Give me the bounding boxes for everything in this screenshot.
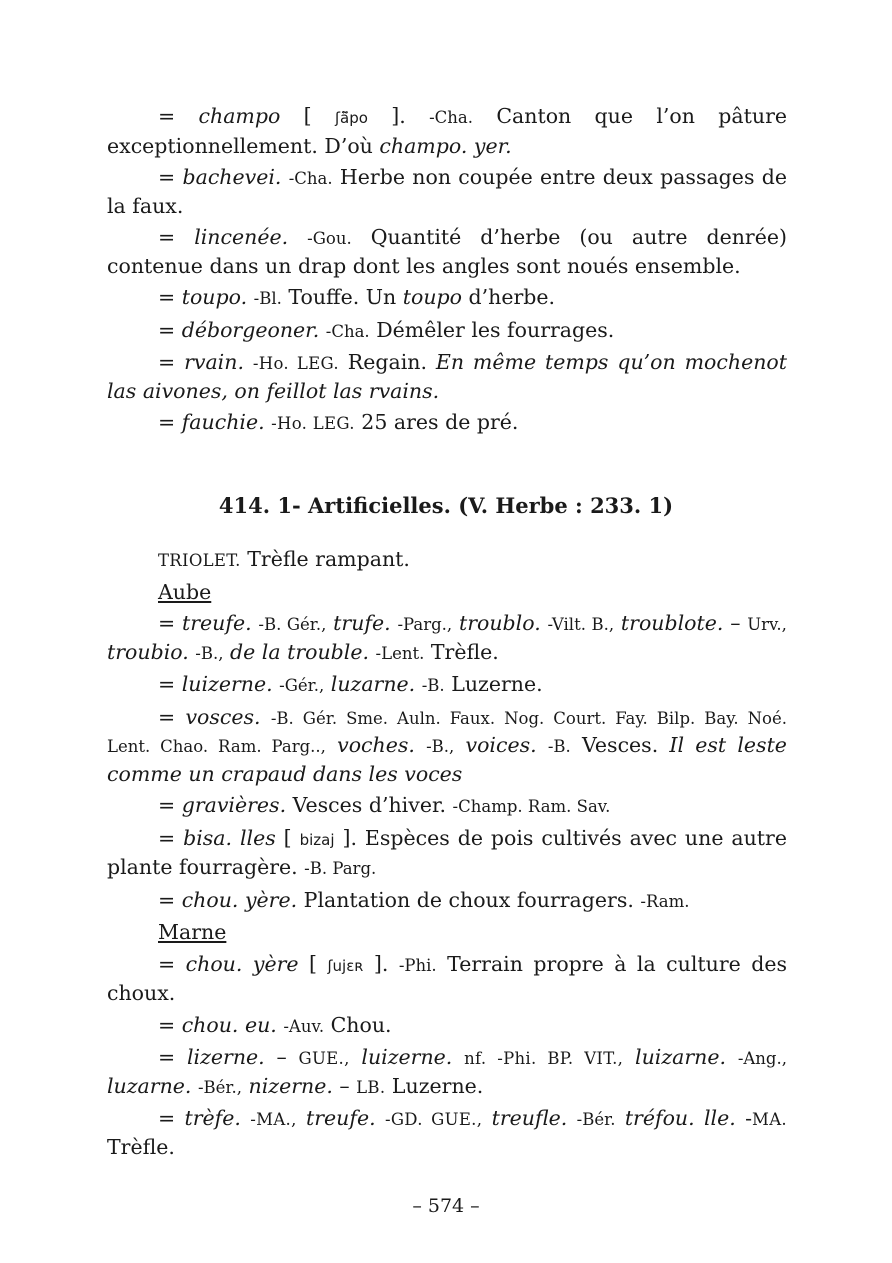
section-title: 414. 1- Artificielles. (V. Herbe : 233. 1) [218, 493, 674, 518]
page-number: – 574 – [412, 1195, 480, 1217]
entry-treufe: = treufe. -B. Gér., trufe. -Parg., troublo. -Vilt. B., troublote. – Urv., troubio. -B., de la trouble. -Lent. Trèfle. [107, 611, 787, 664]
entry-deborgeoner: = déborgeoner. -Cha. Démêler les fourrages. [158, 317, 615, 342]
entry-rvain: = rvain. -Ho. LEG. Regain. En même temps qu’on mochenot las aivones, on feillot las rvains. [107, 350, 787, 403]
entry-trefe: = trèfe. -MA., treufe. -GD. GUE., treufle. -Bér. tréfou. lle. -MA. Trèfle. [107, 1106, 787, 1159]
entry-bachevei: = bachevei. -Cha. Herbe non coupée entre deux passages de la faux. [107, 165, 787, 218]
entry-bisalles: = bisa. lles [ bizaj ]. Espèces de pois cultivés avec une autre plante fourragère. -B. Parg. [107, 825, 787, 879]
entry-lincenee: = lincenée. -Gou. Quantité d’herbe (ou autre denrée) contenue dans un drap dont les angles sont noués ensemble. [107, 225, 787, 278]
entry-chouyere: = chou. yère. Plantation de choux fourragers. -Ram. [158, 887, 690, 912]
top-entries [107, 103, 787, 438]
entry-luizerne: = luizerne. -Gér., luzarne. -B. Luzerne. [158, 672, 543, 696]
entry-lizerne: = lizerne. – GUE., luizerne. nf. -Phi. BP. VIT., luizarne. -Ang., luzarne. -Bér., nizerne. – LB. Luzerne. [107, 1045, 787, 1098]
region-heading-aube: Aube [158, 579, 212, 604]
region-heading-marne: Marne [158, 920, 227, 944]
entry-champo: = champo [ ʃã̃po ]. -Cha. Canton que l’on pâture exceptionnellement. D’où champo. yer. [107, 104, 788, 158]
bottom-entries [107, 546, 787, 1161]
entry-fauchie: = fauchie. -Ho. LEG. 25 ares de pré. [158, 410, 519, 434]
entry-toupo: = toupo. -Bl. Touffe. Un toupo d’herbe. [158, 285, 556, 309]
entry-chouyere-marne: = chou. yère [ ʃujɛʀ ]. -Phi. Terrain propre à la culture des choux. [107, 951, 788, 1005]
entry-choueu: = chou. eu. -Auv. Chou. [158, 1012, 392, 1037]
entry-vosces: = vosces. -B. Gér. Sme. Auln. Faux. Nog. Court. Fay. Bilp. Bay. Noé. Lent. Chao. Ram. Parg.., voches. -B., voices. -B. Vesces. Il est leste comme un crapaud dans les voces [107, 704, 787, 786]
entry-triolet: TRIOLET. Trèfle rampant. [158, 547, 410, 571]
entry-gravieres: = gravières. Vesces d’hiver. -Champ. Ram. Sav. [158, 793, 611, 817]
